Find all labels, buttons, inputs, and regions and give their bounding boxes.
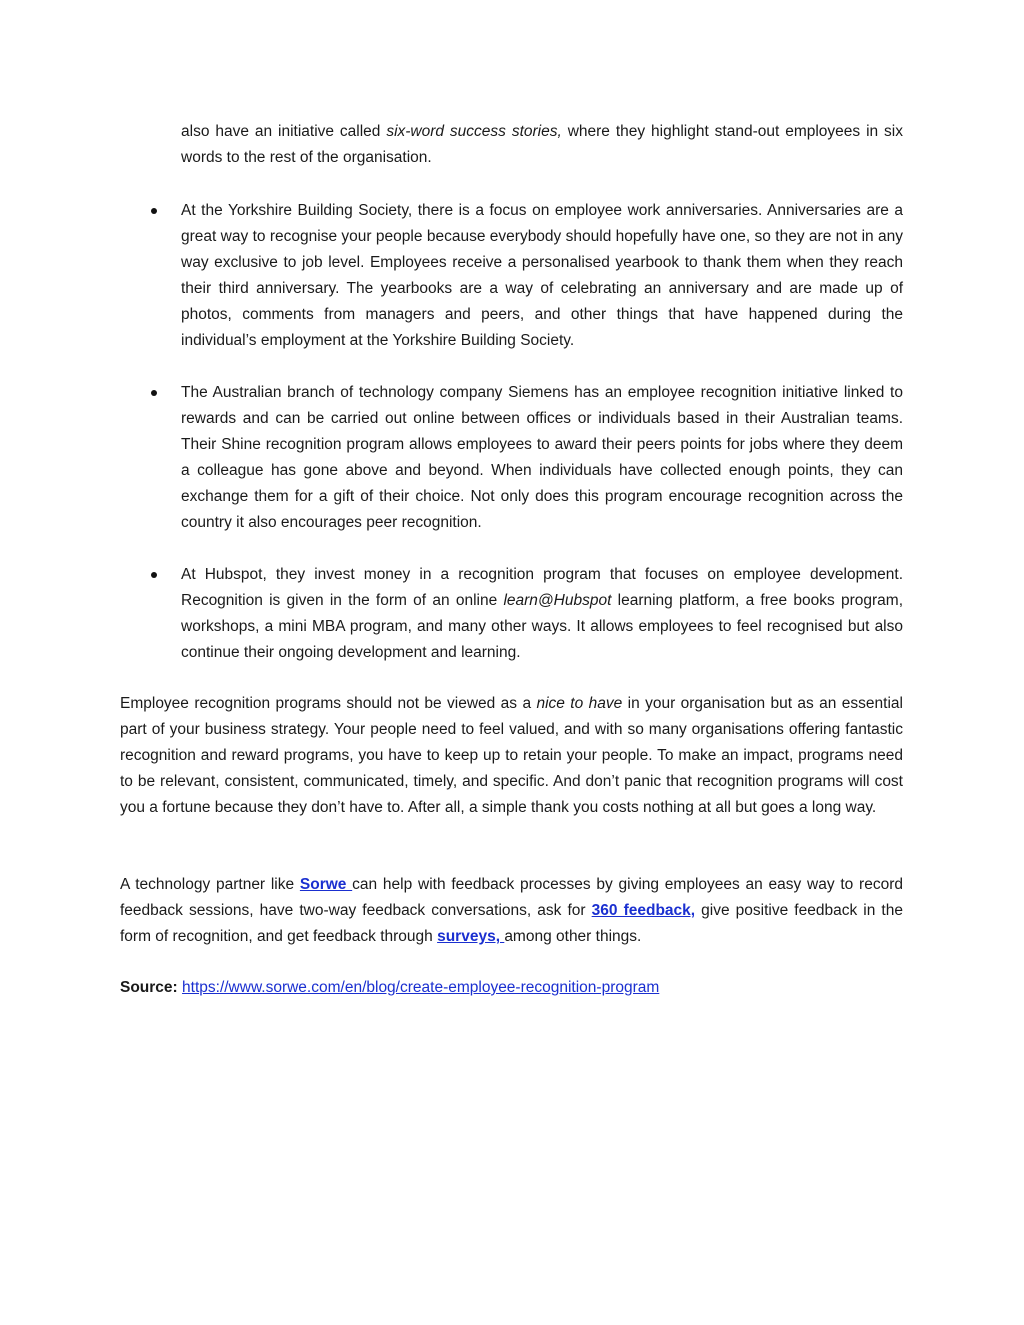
paragraph-italic: nice to have (536, 695, 623, 712)
sorwe-link[interactable]: Sorwe (299, 876, 353, 893)
paragraph-recognition-strategy (120, 691, 903, 821)
bullet-dot-icon (151, 208, 157, 214)
bullet-italic: learn@Hubspot (503, 592, 612, 609)
paragraph-technology-partner (120, 872, 903, 950)
bullet-text: At Hubspot, they invest money in a recognition program that focuses on employee development. Recognition is given in the form of an online (181, 566, 903, 609)
bullet-text-end: learning platform, a free books program, workshops, a mini MBA program, and many other ways. It allows employees to feel recognised but also continue their ongoing development and learning. (181, 592, 904, 661)
source-url-link[interactable]: https://www.sorwe.com/en/blog/create-employee-recognition-program (182, 979, 660, 996)
source-line (120, 975, 903, 1001)
bullet-item-hubspot (120, 562, 903, 666)
paragraph-text: can help with feedback processes by giving employees an easy way to record feedback sessions, have two-way feedback conversations, ask for (120, 876, 903, 919)
paragraph-text: give positive feedback in the form of recognition, and get feedback through (120, 902, 903, 945)
paragraph-text-end: in your organisation but as an essential part of your business strategy. Your people need to feel valued, and with so many organisations offering fantastic recognition and reward programs, you have to keep up to retain your people. To make an impact, programs need to be relevant, consistent, communicated, timely, and specific. And don’t panic that recognition programs will cost you a fortune because they don’t have to. After all, a simple thank you costs nothing at all but goes a long way. (120, 695, 903, 816)
bullet-item-siemens (120, 380, 903, 536)
surveys-link[interactable]: surveys, (437, 928, 505, 945)
paragraph-text: A technology partner like (120, 876, 300, 893)
bullet-item-yorkshire (120, 198, 903, 354)
continuation-italic: six-word success stories, (386, 123, 562, 140)
bullet-dot-icon (151, 390, 157, 396)
paragraph-text: Employee recognition programs should not be viewed as a (120, 695, 537, 712)
360-feedback-link[interactable]: 360 feedback, (591, 902, 696, 919)
continuation-paragraph (181, 119, 903, 171)
bullet-dot-icon (151, 572, 157, 578)
bullet-text: At the Yorkshire Building Society, there is a focus on employee work anniversaries. Anniversaries are a great way to recognise your people because everybody should hopefully have one, so they are not in any way exclusive to job level. Employees receive a personalised yearbook to thank them when they reach their third anniversary. The yearbooks are a way of celebrating an anniversary and are made up of photos, comments from managers and peers, and other things that have happened during the individual’s employment at the Yorkshire Building Society. (181, 202, 903, 349)
bullet-text: The Australian branch of technology company Siemens has an employee recognition initiative linked to rewards and can be carried out online between offices or individuals based in their Australian teams. Their Shine recognition program allows employees to award their peers points for jobs where they deem a colleague has gone above and beyond. When individuals have collected enough points, they can exchange them for a gift of their choice. Not only does this program encourage recognition across the country it also encourages peer recognition. (181, 384, 903, 531)
bullet-list (120, 198, 903, 692)
continuation-text-end: where they highlight stand-out employees in six words to the rest of the organisation. (181, 123, 903, 166)
continuation-text: also have an initiative called (181, 123, 387, 140)
paragraph-text: among other things. (504, 928, 642, 945)
source-label: Source: (120, 979, 178, 996)
